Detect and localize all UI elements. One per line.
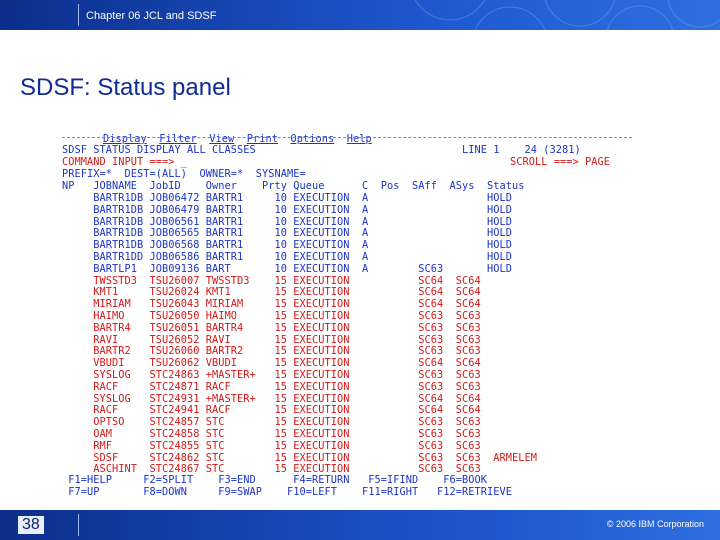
slide-footer-bar	[0, 510, 720, 540]
line-count: LINE 1 24 (3281)	[462, 144, 581, 156]
sdsf-terminal[interactable]	[62, 118, 632, 502]
column-header: NP JOBNAME JobID Owner Prty Queue C Pos SAff ASys Status	[62, 180, 525, 192]
table-row[interactable]: BARTR1DB JOB06472 BARTR1 10 EXECUTION A HOLD	[62, 192, 512, 204]
table-row[interactable]: BARTR1DB JOB06479 BARTR1 10 EXECUTION A HOLD	[62, 203, 512, 216]
table-row[interactable]: ASCHINT STC24867 STC 15 EXECUTION SC63 SC63	[62, 463, 481, 476]
menu-options[interactable]: Options	[290, 133, 335, 145]
table-row[interactable]: HAIMO TSU26050 HAIMO 15 EXECUTION SC63 SC63	[62, 310, 481, 322]
table-row[interactable]: BARTR1DB JOB06561 BARTR1 10 EXECUTION A HOLD	[62, 215, 512, 228]
table-row[interactable]: RAVI TSU26052 RAVI 15 EXECUTION SC63 SC63	[62, 333, 481, 346]
header-divider	[78, 4, 79, 26]
table-row[interactable]: SYSLOG STC24863 +MASTER+ 15 EXECUTION SC63 SC63	[62, 369, 481, 381]
table-row[interactable]: BARTR1DD JOB06586 BARTR1 10 EXECUTION A HOLD	[62, 251, 512, 263]
menu-view[interactable]: View	[209, 133, 235, 145]
table-row[interactable]: SDSF STC24862 STC 15 EXECUTION SC63 SC63 ARMELEM	[62, 451, 537, 464]
slide-heading: SDSF: Status panel	[20, 74, 231, 101]
header-decoration	[390, 0, 720, 30]
table-row[interactable]: RACF STC24941 RACF 15 EXECUTION SC64 SC64	[62, 404, 481, 417]
table-row[interactable]: MIRIAM TSU26043 MIRIAM 15 EXECUTION SC64 SC64	[62, 298, 481, 311]
table-row[interactable]: BARTR4 TSU26051 BARTR4 15 EXECUTION SC63 SC63	[62, 321, 481, 334]
menu-filter[interactable]: Filter	[159, 133, 197, 145]
action-bar	[78, 121, 648, 145]
table-row[interactable]: RACF STC24871 RACF 15 EXECUTION SC63 SC63	[62, 380, 481, 393]
table-row[interactable]: OPTSO STC24857 STC 15 EXECUTION SC63 SC63	[62, 416, 481, 429]
panel-title: SDSF STATUS DISPLAY ALL CLASSES	[62, 144, 256, 156]
action-bar-divider	[62, 137, 632, 138]
footer-divider	[78, 514, 79, 536]
table-row[interactable]: TWSSTD3 TSU26007 TWSSTD3 15 EXECUTION SC64 SC64	[62, 274, 481, 287]
table-row[interactable]: BARTR2 TSU26060 BARTR2 15 EXECUTION SC63 SC63	[62, 345, 481, 358]
table-row[interactable]: VBUDI TSU26062 VBUDI 15 EXECUTION SC64 SC64	[62, 357, 481, 370]
filter-line: PREFIX=* DEST=(ALL) OWNER=* SYSNAME=	[62, 168, 306, 180]
table-row[interactable]: OAM STC24858 STC 15 EXECUTION SC63 SC63	[62, 428, 481, 440]
table-row[interactable]: KMT1 TSU26024 KMT1 15 EXECUTION SC64 SC64	[62, 286, 481, 299]
page-number: 38	[18, 516, 44, 534]
command-input[interactable]: COMMAND INPUT ===> _	[62, 156, 187, 168]
chapter-title: Chapter 06 JCL and SDSF	[86, 10, 217, 22]
slide-header-bar	[0, 0, 720, 30]
table-row[interactable]: BARTR1DB JOB06565 BARTR1 10 EXECUTION A HOLD	[62, 227, 512, 240]
copyright: © 2006 IBM Corporation	[606, 519, 704, 529]
table-row[interactable]: BARTLP1 JOB09136 BART 10 EXECUTION A SC63 HOLD	[62, 262, 512, 275]
table-row[interactable]: BARTR1DB JOB06568 BARTR1 10 EXECUTION A HOLD	[62, 239, 512, 252]
scroll-field[interactable]: SCROLL ===> PAGE	[510, 156, 610, 168]
menu-display[interactable]: Display	[103, 133, 147, 145]
menu-print[interactable]: Print	[246, 133, 278, 145]
table-row[interactable]: RMF STC24855 STC 15 EXECUTION SC63 SC63	[62, 439, 481, 452]
menu-help[interactable]: Help	[346, 133, 372, 145]
function-keys-row2: F7=UP F8=DOWN F9=SWAP F10=LEFT F11=RIGHT F12=RETRIEVE	[62, 486, 512, 498]
table-row[interactable]: SYSLOG STC24931 +MASTER+ 15 EXECUTION SC64 SC64	[62, 392, 481, 405]
function-keys-row1: F1=HELP F2=SPLIT F3=END F4=RETURN F5=IFIND F6=BOOK	[62, 474, 487, 486]
